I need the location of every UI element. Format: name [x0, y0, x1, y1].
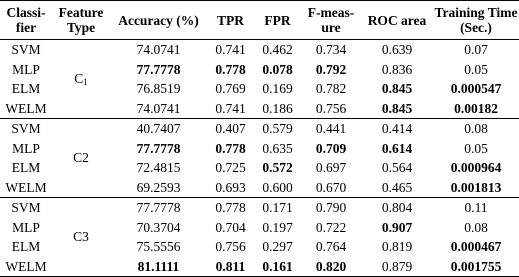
time-cell: 0.00182	[433, 99, 519, 119]
tpr-cell: 0.778	[215, 61, 246, 77]
time-cell: 0.001813	[433, 178, 519, 198]
feature-type-cell: C2	[52, 119, 110, 198]
fpr-cell: 0.171	[262, 200, 293, 215]
fmeasure-cell: 0.782	[315, 81, 347, 96]
fmeasure-cell: 0.792	[315, 61, 347, 77]
tpr-cell: 0.704	[215, 219, 246, 235]
tpr-cell: 0.778	[215, 140, 246, 156]
fpr-cell: 0.462	[262, 42, 293, 57]
accuracy-cell: 77.7778	[136, 200, 181, 215]
roc-cell: 0.804	[381, 200, 413, 215]
tpr-cell: 0.407	[215, 121, 246, 136]
time-cell: 0.000964	[450, 160, 502, 175]
tpr-cell: 0.811	[207, 257, 254, 277]
classifier-cell: ELM	[11, 239, 41, 254]
tpr-cell: 0.741	[215, 42, 246, 57]
accuracy-cell: 76.8519	[136, 81, 181, 96]
roc-cell: 0.879	[361, 257, 433, 277]
fpr-cell: 0.161	[254, 257, 301, 277]
classifier-cell: WELM	[0, 257, 52, 277]
accuracy-cell: 77.7778	[136, 140, 181, 156]
time-cell: 0.07	[464, 42, 488, 57]
feature-type-cell: $C_1$	[52, 40, 110, 119]
time-cell: 0.000467	[450, 239, 502, 254]
classifier-cell: ELM	[11, 81, 41, 96]
classifier-cell: SVM	[11, 121, 41, 136]
time-cell: 0.05	[464, 140, 488, 156]
header-fmeasure: F-meas- ure	[301, 1, 361, 40]
table-row	[0, 198, 519, 218]
header-roc-area: ROC area	[361, 1, 433, 40]
fpr-cell: 0.186	[254, 99, 301, 119]
tpr-cell: 0.756	[215, 239, 246, 254]
accuracy-cell: 77.7778	[136, 61, 181, 77]
fpr-cell: 0.169	[262, 81, 293, 96]
table-row	[0, 119, 519, 139]
fmeasure-cell: 0.697	[315, 160, 347, 175]
roc-cell: 0.819	[381, 239, 413, 254]
roc-cell: 0.465	[361, 178, 433, 198]
classifier-cell: ELM	[11, 160, 41, 175]
fpr-cell: 0.635	[262, 140, 293, 156]
time-cell: 0.11	[464, 200, 488, 215]
fpr-cell: 0.078	[262, 61, 293, 77]
fpr-cell: 0.197	[262, 219, 293, 235]
classifier-cell: MLP	[12, 140, 40, 156]
fpr-cell: 0.600	[254, 178, 301, 198]
header-fpr: FPR	[254, 1, 301, 40]
tpr-cell: 0.778	[215, 200, 246, 215]
fmeasure-cell: 0.820	[301, 257, 361, 277]
accuracy-cell: 72.4815	[136, 160, 181, 175]
fpr-cell: 0.297	[262, 239, 293, 254]
accuracy-cell: 74.0741	[136, 42, 181, 57]
fmeasure-cell: 0.722	[315, 219, 347, 235]
header-row	[0, 1, 519, 40]
header-accuracy: Accuracy (%)	[110, 1, 207, 40]
classifier-cell: SVM	[11, 42, 41, 57]
classifier-cell: WELM	[0, 178, 52, 198]
roc-cell: 0.639	[381, 42, 413, 57]
header-tpr: TPR	[207, 1, 254, 40]
accuracy-cell: 75.5556	[136, 239, 181, 254]
table-row	[0, 40, 519, 60]
roc-cell: 0.614	[381, 140, 413, 156]
roc-cell: 0.907	[381, 219, 413, 235]
fmeasure-cell: 0.764	[315, 239, 347, 254]
classifier-cell: WELM	[0, 99, 52, 119]
fmeasure-cell: 0.709	[315, 140, 347, 156]
header-feature-type: Feature Type	[52, 1, 110, 40]
fpr-cell: 0.572	[262, 160, 293, 175]
accuracy-cell: 69.2593	[110, 178, 207, 198]
fmeasure-cell: 0.441	[315, 121, 347, 136]
time-cell: 0.001755	[433, 257, 519, 277]
roc-cell: 0.845	[361, 99, 433, 119]
time-cell: 0.000547	[450, 81, 502, 96]
fmeasure-cell: 0.790	[315, 200, 347, 215]
roc-cell: 0.414	[381, 121, 413, 136]
time-cell: 0.08	[464, 121, 488, 136]
time-cell: 0.05	[464, 61, 488, 77]
accuracy-cell: 40.7407	[136, 121, 181, 136]
accuracy-cell: 70.3704	[136, 219, 181, 235]
fpr-cell: 0.579	[262, 121, 293, 136]
tpr-cell: 0.769	[215, 81, 246, 96]
time-cell: 0.08	[464, 219, 488, 235]
feature-type-cell: C3	[52, 198, 110, 277]
roc-cell: 0.845	[381, 81, 413, 96]
classifier-cell: SVM	[11, 200, 41, 215]
classifier-cell: MLP	[12, 219, 40, 235]
roc-cell: 0.836	[381, 61, 413, 77]
header-classifier: Classi- fier	[0, 1, 52, 40]
fmeasure-cell: 0.670	[301, 178, 361, 198]
tpr-cell: 0.693	[207, 178, 254, 198]
tpr-cell: 0.741	[207, 99, 254, 119]
header-training-time: Training Time (Sec.)	[433, 1, 519, 40]
fmeasure-cell: 0.734	[315, 42, 347, 57]
tpr-cell: 0.725	[215, 160, 246, 175]
roc-cell: 0.564	[381, 160, 413, 175]
accuracy-cell: 74.0741	[110, 99, 207, 119]
fmeasure-cell: 0.756	[301, 99, 361, 119]
accuracy-cell: 81.1111	[110, 257, 207, 277]
classifier-cell: MLP	[12, 61, 40, 77]
